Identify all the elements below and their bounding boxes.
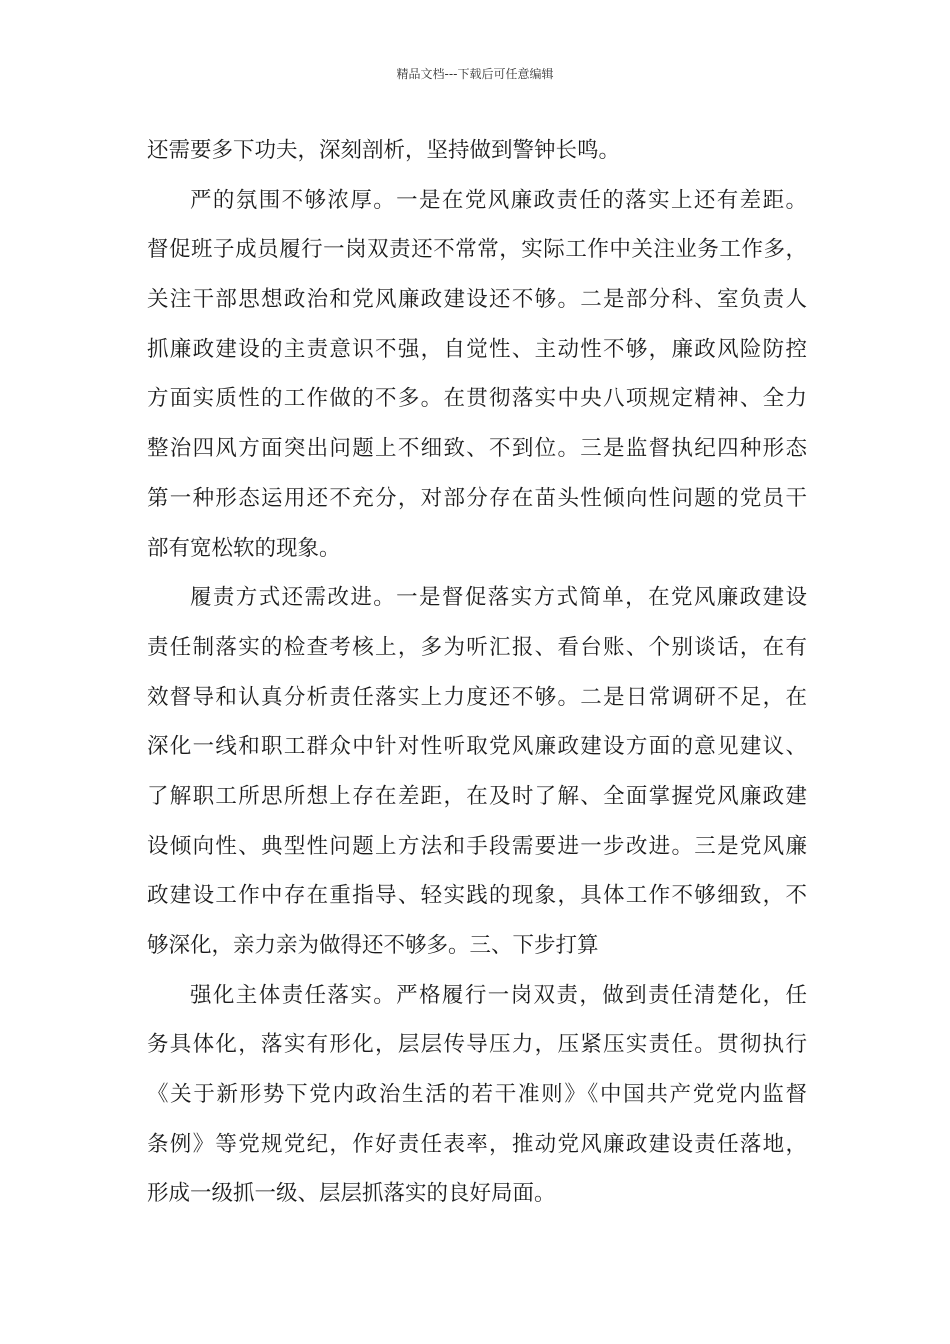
text-line: 深化一线和职工群众中针对性听取党风廉政建设方面的意见建议、 — [147, 734, 807, 760]
text-line: 务具体化，落实有形化，层层传导压力，压紧压实责任。贯彻执行 — [147, 1032, 807, 1058]
document-body — [147, 126, 807, 1219]
text-line: 履责方式还需改进。一是督促落实方式简单，在党风廉政建设 — [190, 585, 807, 611]
text-line: 强化主体责任落实。严格履行一岗双责，做到责任清楚化，任 — [190, 982, 807, 1008]
text-line: 设倾向性、典型性问题上方法和手段需要进一步改进。三是党风廉 — [147, 833, 807, 859]
text-line: 整治四风方面突出问题上不细致、不到位。三是监督执纪四种形态 — [147, 436, 807, 462]
text-line: 够深化，亲力亲为做得还不够多。三、下步打算 — [147, 933, 599, 958]
text-line: 督促班子成员履行一岗双责还不常常，实际工作中关注业务工作多， — [147, 237, 807, 263]
text-line: 《关于新形势下党内政治生活的若干准则》《中国共产党党内监督 — [147, 1082, 807, 1108]
text-line: 严的氛围不够浓厚。一是在党风廉政责任的落实上还有差距。 — [190, 187, 807, 213]
text-line: 还需要多下功夫，深刻剖析，坚持做到警钟长鸣。 — [147, 138, 621, 163]
text-line: 责任制落实的检查考核上，多为听汇报、看台账、个别谈话，在有 — [147, 634, 807, 660]
text-line: 抓廉政建设的主责意识不强，自觉性、主动性不够，廉政风险防控 — [147, 336, 807, 362]
text-line: 了解职工所思所想上存在差距，在及时了解、全面掌握党风廉政建 — [147, 783, 807, 809]
text-line: 条例》等党规党纪，作好责任表率，推动党风廉政建设责任落地， — [147, 1131, 807, 1157]
text-line: 形成一级抓一级、层层抓落实的良好局面。 — [147, 1181, 556, 1207]
page-header: 精品文档---下载后可任意编辑 — [396, 67, 554, 81]
text-line: 效督导和认真分析责任落实上力度还不够。二是日常调研不足，在 — [147, 684, 807, 710]
text-line: 部有宽松软的现象。 — [147, 535, 341, 561]
text-line: 关注干部思想政治和党风廉政建设还不够。二是部分科、室负责人 — [147, 287, 807, 313]
text-line: 政建设工作中存在重指导、轻实践的现象，具体工作不够细致，不 — [147, 883, 807, 909]
text-line: 第一种形态运用还不充分，对部分存在苗头性倾向性问题的党员干 — [147, 485, 807, 511]
text-line: 方面实质性的工作做的不多。在贯彻落实中央八项规定精神、全力 — [147, 386, 807, 412]
